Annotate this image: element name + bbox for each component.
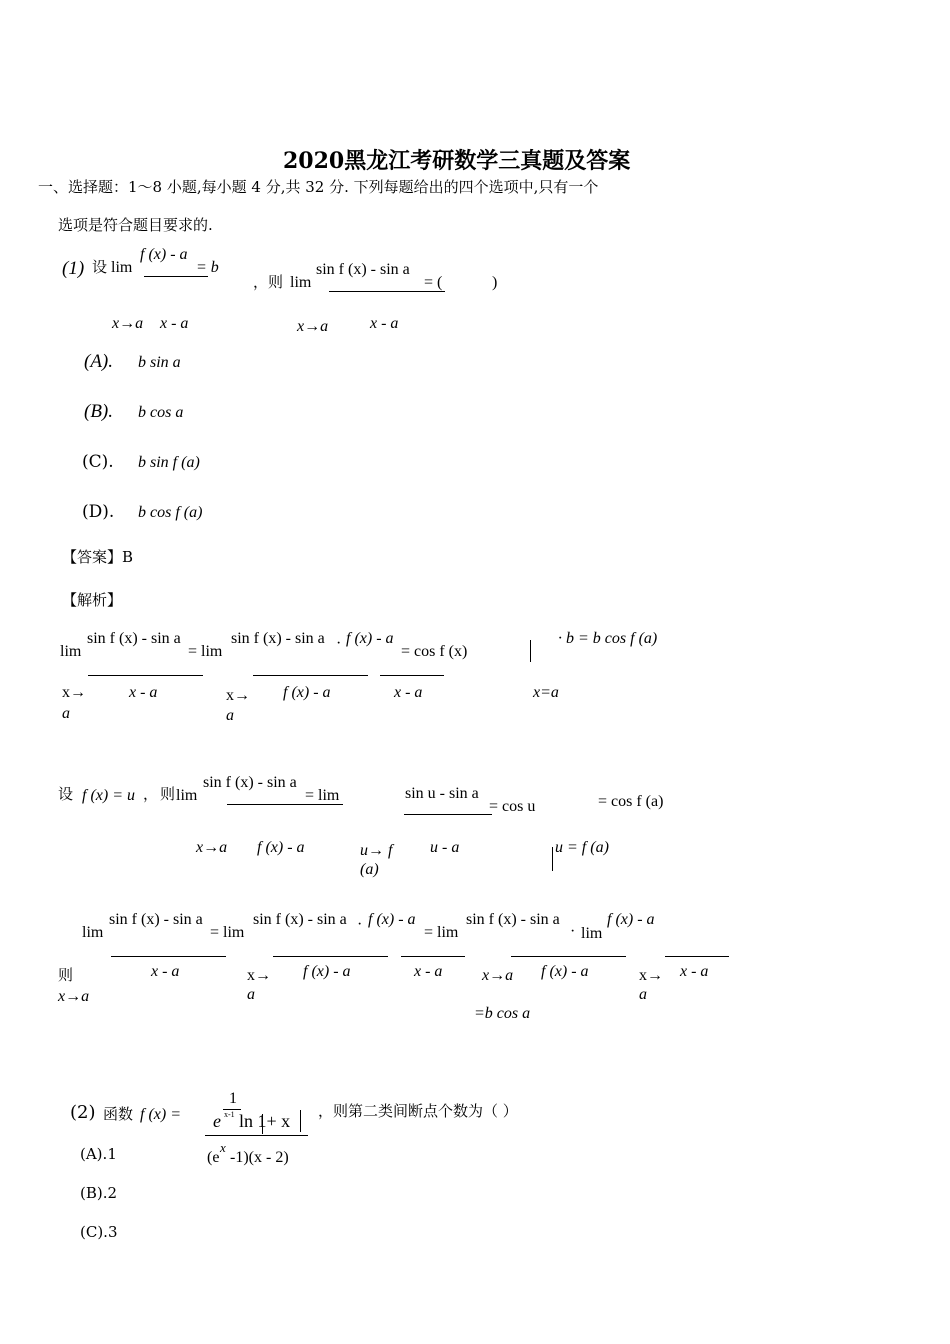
- fraction-denominator: x - a: [680, 963, 709, 980]
- limit-subscript: x→a: [58, 988, 90, 1005]
- fraction-denominator: f (x) - a: [303, 963, 351, 980]
- equals-lim: = lim: [210, 924, 245, 941]
- limit-subscript: x→a: [112, 315, 144, 332]
- option-a-text: b sin a: [138, 354, 181, 371]
- fraction-bar: [205, 1135, 308, 1136]
- limit-subscript: x→a: [482, 967, 514, 984]
- then-word: 则: [58, 966, 74, 984]
- option-b: [80, 1186, 117, 1201]
- limit-subscript: a: [247, 986, 255, 1003]
- limit-subscript: x→a: [196, 839, 228, 856]
- question-number: (1): [62, 258, 85, 279]
- fraction-bar: [144, 276, 208, 277]
- fraction-numerator: sin f (x) - sin a: [253, 911, 347, 928]
- lim-text: lim: [111, 259, 133, 276]
- fraction-denominator: x - a: [160, 315, 189, 332]
- question-number: (2): [70, 1102, 96, 1123]
- fraction-numerator: f (x) - a: [346, 630, 394, 647]
- exponential-base: e: [213, 1111, 221, 1131]
- limit-subscript: a: [639, 986, 647, 1003]
- then-word: ，则: [253, 273, 284, 291]
- option-label: (C).: [80, 1223, 108, 1241]
- option-c-label: (C).: [82, 452, 114, 472]
- lim-text: lim: [82, 924, 104, 941]
- dot-operator: ·: [570, 923, 576, 940]
- close-paren: ): [492, 274, 498, 291]
- set-word: 设: [58, 785, 74, 803]
- fraction-bar: [380, 675, 444, 676]
- limit-subscript: x→: [247, 967, 271, 984]
- fraction-bar: [329, 291, 445, 292]
- limit-subscript: (a): [360, 861, 379, 878]
- page-title: 2020黑龙江考研数学三真题及答案: [283, 148, 631, 174]
- fraction-bar: [88, 675, 203, 676]
- fraction-bar: [273, 956, 388, 957]
- fraction-numerator: sin f (x) - sin a: [109, 911, 203, 928]
- fraction-bar: [227, 804, 343, 805]
- abs-bar-right: [300, 1110, 301, 1132]
- fraction-denominator: x - a: [370, 315, 399, 332]
- limit-subscript: a: [226, 707, 234, 724]
- question-text: ，则第二类间断点个数为（ ）: [318, 1102, 518, 1120]
- equals-paren: = (: [424, 274, 443, 291]
- fraction-bar: [404, 814, 492, 815]
- analysis-label: 【解析】: [62, 591, 123, 609]
- equals-cos: = cos f (x): [401, 643, 468, 660]
- section-intro-line1: 一、选择题：1～8 小题,每小题 4 分,共 32 分. 下列每题给出的四个选项中,只有一个: [38, 178, 599, 196]
- option-text: 1: [107, 1145, 117, 1163]
- fraction-numerator: f (x) - a: [140, 246, 188, 263]
- result: = cos f (a): [598, 793, 664, 810]
- fraction-numerator: sin u - sin a: [405, 785, 479, 802]
- fraction-bar: [511, 956, 626, 957]
- substitution: f (x) = u: [82, 787, 135, 804]
- function-lhs: f (x) =: [140, 1106, 181, 1123]
- given-equals: = b: [196, 259, 219, 276]
- evaluation-bar: [552, 847, 553, 871]
- option-a: [80, 1147, 117, 1162]
- option-label: (A).: [80, 1145, 108, 1163]
- denominator-left: (e: [207, 1149, 220, 1166]
- option-text: 3: [107, 1223, 118, 1241]
- equals-lim: = lim: [424, 924, 459, 941]
- option-d-text: b cos f (a): [138, 504, 203, 521]
- denominator-exponent: x: [220, 1140, 226, 1155]
- limit-subscript: x→: [226, 687, 250, 704]
- option-text: 2: [107, 1184, 118, 1202]
- fraction-denominator: f (x) - a: [541, 963, 589, 980]
- set-word: 设: [92, 258, 108, 276]
- option-b-text: b cos a: [138, 404, 184, 421]
- dot-operator: ·: [357, 916, 363, 933]
- fraction-denominator: f (x) - a: [257, 839, 305, 856]
- evaluation-subscript: u = f (a): [555, 839, 609, 856]
- exponent-denominator: x-1: [224, 1110, 235, 1119]
- denominator-right: -1)(x - 2): [230, 1149, 289, 1166]
- option-a-label: (A).: [84, 351, 114, 372]
- fraction-denominator: x - a: [394, 684, 423, 701]
- limit-subscript: a: [62, 705, 70, 722]
- section-intro-line2: 选项是符合题目要求的.: [58, 216, 213, 234]
- fraction-bar: [665, 956, 729, 957]
- limit-subscript: x→a: [297, 318, 329, 335]
- lim-text: lim: [176, 787, 198, 804]
- evaluation-subscript: x=a: [533, 684, 559, 701]
- fraction-denominator: x - a: [414, 963, 443, 980]
- limit-subscript: x→: [62, 684, 86, 701]
- result: =b cos a: [474, 1005, 531, 1022]
- option-label: (B).: [80, 1184, 108, 1202]
- lim-text: lim: [581, 925, 603, 942]
- fraction-numerator: f (x) - a: [607, 911, 655, 928]
- limit-subscript: x→: [639, 967, 663, 984]
- lim-text: lim: [290, 274, 312, 291]
- fraction-numerator: sin f (x) - sin a: [316, 261, 410, 278]
- dot-operator: ·: [336, 635, 342, 652]
- comma: ，: [143, 785, 159, 803]
- fraction-bar: [253, 675, 368, 676]
- fraction-denominator: x - a: [129, 684, 158, 701]
- fraction-numerator: sin f (x) - sin a: [466, 911, 560, 928]
- abs-bar-left: [262, 1114, 263, 1134]
- fraction-numerator: sin f (x) - sin a: [231, 630, 325, 647]
- fraction-numerator: f (x) - a: [368, 911, 416, 928]
- fraction-bar: [401, 956, 465, 957]
- option-d-label: (D).: [82, 502, 115, 522]
- fraction-numerator: sin f (x) - sin a: [87, 630, 181, 647]
- fraction-denominator: f (x) - a: [283, 684, 331, 701]
- result: · b = b cos f (a): [558, 630, 658, 647]
- fraction-numerator: sin f (x) - sin a: [203, 774, 297, 791]
- evaluation-bar: [530, 640, 531, 662]
- exponent-numerator: 1: [229, 1090, 237, 1107]
- function-word: 函数: [103, 1105, 134, 1123]
- option-c-text: b sin f (a): [138, 454, 200, 471]
- fraction-denominator: x - a: [151, 963, 180, 980]
- fraction-denominator: u - a: [430, 839, 460, 856]
- numerator-log: ln 1+ x: [239, 1111, 291, 1131]
- equals-lim: = lim: [305, 787, 340, 804]
- limit-subscript: u→ f: [360, 842, 393, 859]
- equals-cos: = cos u: [489, 798, 536, 815]
- lim-text: lim: [60, 643, 82, 660]
- option-c: [80, 1225, 118, 1240]
- option-b-label: (B).: [84, 401, 114, 422]
- equals-lim: = lim: [188, 643, 223, 660]
- answer: 【答案】B: [62, 548, 134, 566]
- then-word: 则: [160, 785, 176, 803]
- fraction-bar: [111, 956, 226, 957]
